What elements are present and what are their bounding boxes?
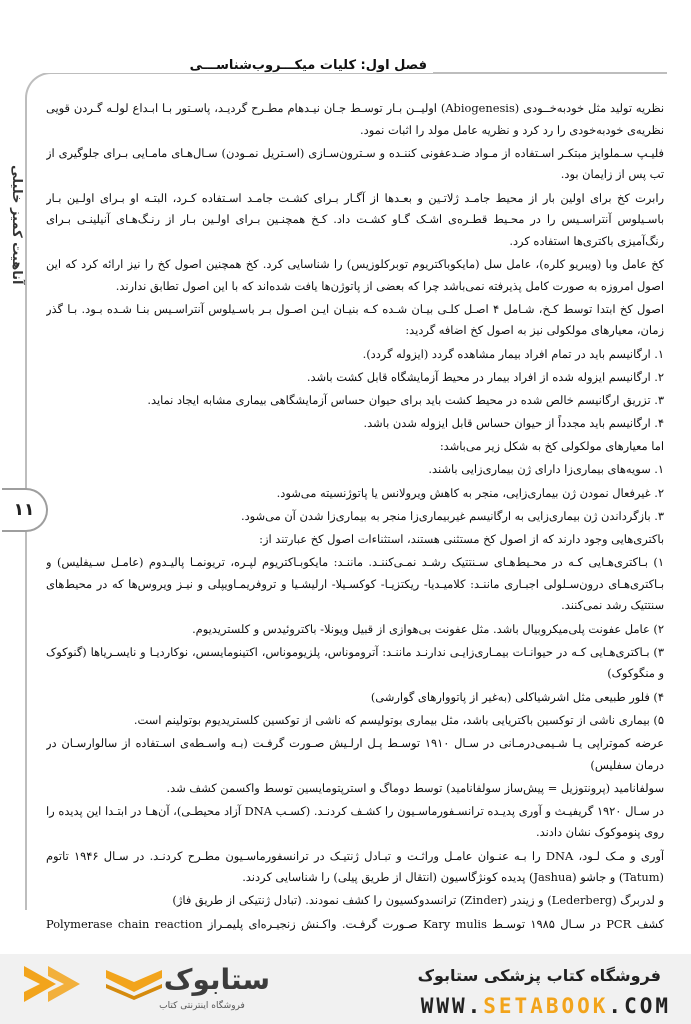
list-item: ۱. سویه‌های بیماری‌زا دارای ژن بیماری‌زایی باشند. xyxy=(428,462,664,477)
paragraph-transformation: در سـال ۱۹۲۰ گریفیـث و آوری پدیـده ترانسـفورماسـیون را کشـف کردنـد. (کسـب DNA آزاد محیطـی)، آن‌هـا در ابتـدا این پدیده را روی پنوموکوک نشان دادند. xyxy=(46,803,664,840)
paragraph-semmelweis: فلیـپ سـملوایز مبتکـر اسـتفاده از مـواد ضـدعفونی کننـده و سـترون‌سـازی (اسـتریل نمـودن) سـال‌هـای مامـایی بـرای جلوگیری از تب پس از زایمان بود. xyxy=(46,145,664,182)
paragraph-pcr: کشف PCR در سـال ۱۹۸۵ توسـط Kary mulis صـورت گرفـت. واکـنش زنجیـره‌ای پلیمـراز Polymerase chain reaction xyxy=(46,916,664,931)
url-suffix: .COM xyxy=(608,994,671,1018)
list-item: ۲) عامل عفونت پلی‌میکروبیال باشد. مثل عفونت بی‌هوازی از قبیل ویونلا- باکتروئیدس و کلستریدیوم. xyxy=(192,621,664,636)
list-item: ۳. تزریق ارگانیسم خالص شده در محیط کشت باید برای حیوان حساس آزمایشگاهی بیماری مشابه ایجاد نماید. xyxy=(147,392,664,407)
list-item: ۵) بیماری ناشی از توکسین باکتریایی باشد، مثل بیماری بوتولیسم که ناشی از توکسین کلستریدیوم بوتولینم است. xyxy=(133,712,664,727)
list-item: ۱. ارگانیسم باید در تمام افراد بیمار مشاهده گردد (ایزوله گردد). xyxy=(362,346,664,361)
url-accent: SETABOOK xyxy=(483,994,609,1018)
page-number: ۱۱ xyxy=(2,488,48,532)
list-item: ۲. غیرفعال نمودن ژن بیماری‌زایی، منجر به کاهش ویرولانس یا پاتوژنسیته می‌شود. xyxy=(276,485,664,500)
paragraph-abiogenesis: نظریه تولید مثل خودبه‌خــودی (Abiogenesis) اولیــن بـار توسـط جـان نیـدهام مطـرح گردیـد، پاسـتور بـا ابـداع لولـه گـردن قویی نظریه‌ی خودبه‌خودی را رد کرد و نظریه عامل مولد را اثبات نمود. xyxy=(46,101,664,137)
url-prefix: WWW. xyxy=(420,994,484,1018)
body-text xyxy=(46,98,664,950)
side-author-label: آناهیت کمیز خلیلی xyxy=(2,110,24,340)
paragraph-chemotherapy: عرضه کموتراپی یـا شـیمی‌درمـانی در سـال ۱۹۱۰ توسـط پـل ارلـیش صـورت گرفـت (بـه واسـطه‌ی اسـتفاده از سالوارسـان در درمان سفلیس) xyxy=(46,735,664,772)
list-item: ۲. ارگانیسم ایزوله شده از افراد بیمار در محیط آزمایشگاه قابل کشت باشد. xyxy=(306,369,664,384)
list-item: ۱) بـاکتری‌هـایی کـه در محـیط‌هـای سـنتتیک رشـد نمـی‌کننـد. ماننـد: مایکوبـاکتریوم لپـره، تریونمـا پالیـدوم (عامـل سـیفلیس) و بـاکتری‌هـای درون‌سـلولی اجبـاری ماننـد: کلامیـدیا- ریکتزیـا- کوکسـیلا- ارلیشـیا و تروفریمـاویپلی و نیـز ویروس‌ها که در محیط‌های سنتتیک رشد نمی‌کنند. xyxy=(46,555,664,613)
paragraph-conjugation: آوری و مـک لـود، DNA را بـه عنـوان عامـل وراثـت و تبـادل ژنتیـک در ترانسفورماسـیون مطـرح کردنـد. در سـال ۱۹۴۶ تاتوم (Tatum) و جاشو (Jashua) پدیده کونژگاسیون (انتقال از طریق پیلی) را شناسایی کردند. xyxy=(46,848,664,885)
list-item: ۳) بـاکتری‌هـایی کـه در حیوانـات بیمـاری‌زایـی ندارنـد ماننـد: آتروموناس، پلزیوموناس، اکتینومایسس، نوکاردیـا و نایسـریاها (گنوکوک و منگوکوک) xyxy=(46,644,664,681)
store-logo xyxy=(22,958,272,1020)
chevrons-logo-icon xyxy=(22,962,92,1008)
paragraph-sulfonamide: سولفانامید (پرونتوزیل = پیش‌ساز سولفانامید) توسط دوماگ و استرپتومایسین توسط واکسمن کشف شد. xyxy=(166,780,664,795)
logo-wordmark: ستابوک xyxy=(163,963,270,996)
list-item: ۳. بازگرداندن ژن بیماری‌زایی به ارگانیسم غیربیماری‌زا منجر به بیماری‌زا شدن آن می‌شود. xyxy=(240,508,664,523)
paragraph-transduction: و لدربرگ (Lederberg) و زیندر (Zinder) ترانسدوکسیون را کشف نمودند. (تبادل ژنتیکی از طریق فاژ) xyxy=(172,893,664,908)
book-mark-icon xyxy=(100,960,170,1000)
logo-subtitle: فروشگاه اینترنتی کتاب xyxy=(159,1001,245,1011)
paragraph-koch-culture: رابرت کخ برای اولین بار از محیط جامـد ژلاتـین و بعـدها از آگـار بـرای کشـت جامـد اسـتفاده کـرد، البتـه او بـرای اولـین بـار باسـیلوس آنتراسـیس را در محـیط قطـره‌ی اشـک گـاو کشـت داد. کـخ همچنـین بـرای اولـین بـار از رنـگ‌هـای آنیلینـی بـرای رنگ‌آمیزی باکتری‌ها استفاده کرد. xyxy=(46,190,664,248)
store-title: فروشگاه کتاب پزشکی ستابوک xyxy=(417,966,661,985)
list-item: ۴) فلور طبیعی مثل اشرشیاکلی (به‌غیر از پاتووارهای گوارشی) xyxy=(370,689,664,704)
paragraph-koch-molecular-intro: اصول کخ ابتدا توسط کـخ، شـامل ۴ اصـل کلـی بیـان شـده کـه بنیـان ایـن اصـول بـر باسـیلوس آنتراسـیس بنـا شـده بـود. بـا گذر زمان، معیارهای مولکولی نیز به اصول کخ اضافه گردید: xyxy=(46,301,664,338)
store-url xyxy=(271,994,671,1018)
paragraph-exceptions-intro: باکتری‌هایی وجود دارند که از اصول کخ مستثنی هستند، استثناءات اصول کخ عبارتند از: xyxy=(259,532,664,546)
chapter-title: فصل اول: کلیات میکـــروب‌شناســـی xyxy=(1,58,433,73)
paragraph-molecular-criteria: اما معیارهای مولکولی کخ به شکل زیر می‌باشد: xyxy=(439,439,664,454)
paragraph-koch-postulates: کخ عامل وبا (ویبریو کلره)، عامل سل (مایکوباکتریوم توبرکلوزیس) را شناسایی کرد. کخ همچنین اصول کخ را نیز ارائه کرد که این اصول امروزه به صورت کامل پذیرفته نمی‌باشد چرا که بعضی از پاتوژن‌ها یافت شده‌اند که با این اصول تطابق ندارند. xyxy=(46,256,664,293)
list-item: ۴. ارگانیسم باید مجدداً از حیوان حساس قابل ایزوله شدن باشد. xyxy=(363,416,664,431)
